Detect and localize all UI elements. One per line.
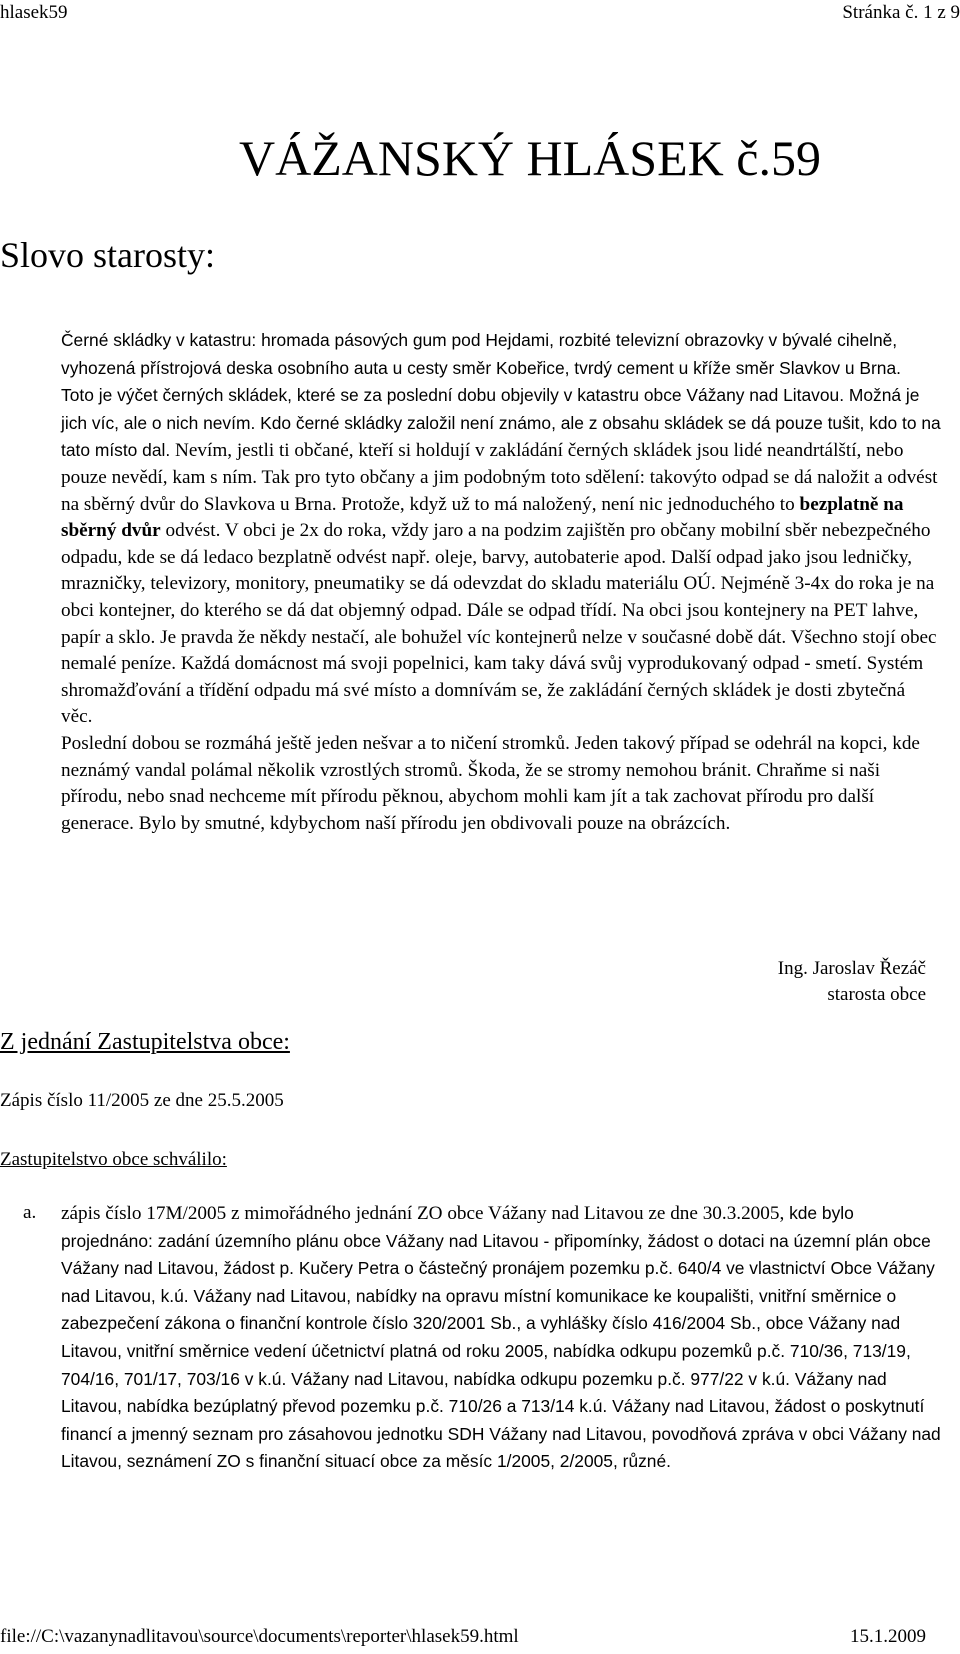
paragraph-2-serif-text: Nevím, jestli ti občané, kteří si holdují v zakládání černých skládek jsou lidé neandrtálští, nebo pouze nevědí, kam s ním. Tak pro tyto občany a jim podobným toto sdělení: takovýto odpad se dá naložit a odvést na sběrný dvůr do Slavkova u Brna. Protože, když už to má naložený, není nic jednoduchého to [61, 440, 938, 515]
paragraph-3 [61, 731, 941, 837]
signature-role: starosta obce [827, 984, 926, 1005]
mayor-article [61, 327, 941, 837]
signature [778, 956, 926, 1008]
paragraph-2-serif-text-2: odvést. V obci je 2x do roka, vždy jaro a na podzim zajištěn pro občany mobilní sběr nebezpečného odpadu, kde se dá ledaco bezplatně odvést např. oleje, barvy, autobaterie apod. Další odpad jako jsou ledničky, mrazničky, televizory, monitory, pneumatiky se dá odevzdat do skladu materiálu OÚ. Nejméně 3-4x do roka je na obci kontejner, do kterého se dá dat objemný odpad. Dále se odpad třídí. Na obci jsou kontejnery na PET lahve, papír a sklo. Je pravda že někdy nestačí, ale bohužel víc kontejnerů nelze v současné době dát. Všechno stojí obec nemalé peníze. Každá domácnost má svoji popelnici, kam taky dává svůj vyprodukovaný odpad - smetí. Systém shromažďování a třídění odpadu má své místo a domnívám se, že zakládání černých skládek je dosti zbytečná věc. [61, 520, 937, 728]
list-item [61, 1200, 941, 1476]
footer-file-path: file://C:\vazanynadlitavou\source\documents\reporter\hlasek59.html [0, 1626, 519, 1647]
minutes-reference: Zápis číslo 11/2005 ze dne 25.5.2005 [0, 1090, 284, 1111]
paragraph-3-text: Poslední dobou se rozmáhá ještě jeden nešvar a to ničení stromků. Jeden takový případ se odehrál na kopci, kde neznámý vandal polámal několik vzrostlých stromů. Škoda, že se stromy nemohou bránit. Chraňme si naši přírodu, nebo snad nechceme mít přírodu pěknou, abychom mohli kam jít a tak zachovat přírodu pro další generace. Bylo by smutné, kdybychom naší přírodu jen obdivovali pouze na obrázcích. [61, 732, 920, 834]
list-item-marker: a. [23, 1202, 37, 1223]
paragraph-2-sans-text: Toto je výčet černých skládek, které se za poslední dobu objevily v katastru obce Vážany nad Litavou. Možná je jich víc, ale o nich nevím. Kdo černé skládky založil není známo, ale z obsahu skládek se dá pouze tušit, kdo to na tato místo dal. [61, 385, 941, 461]
paragraph-2-bold-text: bezplatně na sběrný dvůr [61, 493, 904, 542]
header-page-number: Stránka č. 1 z 9 [842, 2, 960, 23]
list-item-serif-text: zápis číslo 17M/2005 z mimořádného jednání ZO obce Vážany nad Litavou ze dne 30.3.2005, [61, 1203, 790, 1224]
signature-name: Ing. Jaroslav Řezáč [777, 958, 926, 979]
paragraph-1 [61, 327, 941, 382]
page-title: VÁŽANSKÝ HLÁSEK č.59 [239, 130, 821, 186]
section-heading-council: Z jednání Zastupitelstva obce: [0, 1029, 290, 1055]
footer-date: 15.1.2009 [850, 1626, 926, 1647]
approved-subheading: Zastupitelstvo obce schválilo: [0, 1149, 227, 1170]
list-item-sans-text: kde bylo projednáno: zadání územního plánu obce Vážany nad Litavou - připomínky, žádost o dotaci na územní plán obce Vážany nad Litavou, žádost p. Kučery Petra o částečný pronájem pozemku p.č. 640/4 ve vlastnictví Obce Vážany nad Litavou, k.ú. Vážany nad Litavou, nabídky na opravu místní komunikace ke koupališti, vnitřní směrnice o zabezpečení zákona o finanční kontrole číslo 320/2001 Sb., a vyhlášky číslo 416/2004 Sb., obce Vážany nad Litavou, vnitřní směrnice vedení účetnictví platná od roku 2005, nabídka odkupu pozemků p.č. 710/36, 713/19, 704/16, 701/17, 703/16 v k.ú. Vážany nad Litavou, nabídka odkupu pozemku p.č. 977/22 v k.ú. Vážany nad Litavou, nabídka bezúplatný převod pozemku p.č. 710/26 a 713/14 k.ú. Vážany nad Litavou, žádost o poskytnutí financí a jmenný seznam pro zásahovou jednotku SDH Vážany nad Litavou, povodňová zpráva v obci Vážany nad Litavou, seznámení ZO s finanční situací obce za měsíc 1/2005, 2/2005, různé. [61, 1203, 941, 1472]
section-heading-mayor: Slovo starosty: [0, 235, 216, 275]
header-filename: hlasek59 [0, 2, 68, 23]
paragraph-2 [61, 382, 941, 731]
paragraph-1-text: Černé skládky v katastru: hromada pásových gum pod Hejdami, rozbité televizní obrazovky v bývalé cihelně, vyhozená přístrojová deska osobního auta u cesty směr Kobeřice, tvrdý cement u kříže směr Slavkov u Brna. [61, 330, 901, 378]
